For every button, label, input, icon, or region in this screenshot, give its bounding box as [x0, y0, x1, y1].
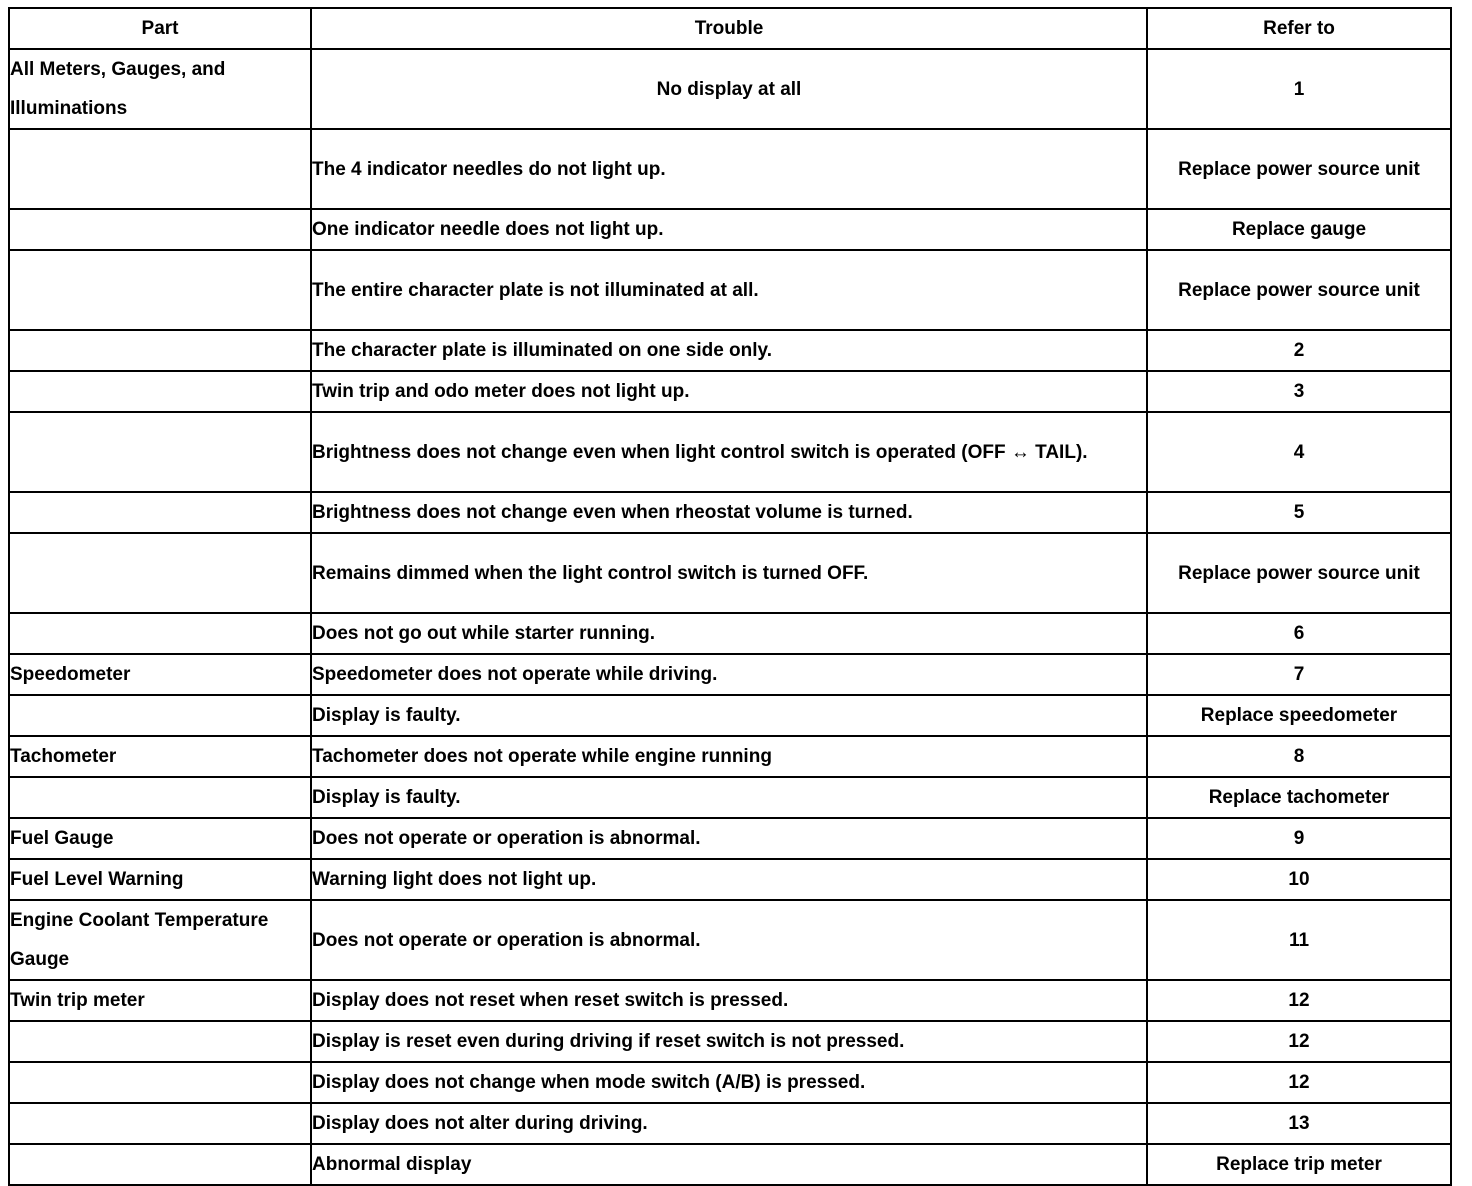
table-row [9, 980, 1451, 1021]
part-cell [9, 533, 311, 613]
refer-cell: 5 [1147, 492, 1451, 533]
trouble-cell: One indicator needle does not light up. [311, 209, 1147, 250]
refer-cell: 7 [1147, 654, 1451, 695]
trouble-cell: Does not go out while starter running. [311, 613, 1147, 654]
table-row [9, 1144, 1451, 1185]
table-row [9, 209, 1451, 250]
table-row [9, 129, 1451, 209]
refer-cell: 12 [1147, 980, 1451, 1021]
table-row [9, 250, 1451, 330]
part-cell: Fuel Level Warning [9, 859, 311, 900]
part-cell: Speedometer [9, 654, 311, 695]
trouble-cell: The character plate is illuminated on one side only. [311, 330, 1147, 371]
refer-cell: Replace tachometer [1147, 777, 1451, 818]
table-row [9, 1021, 1451, 1062]
table-row [9, 1103, 1451, 1144]
trouble-cell: Display is faulty. [311, 695, 1147, 736]
table-row [9, 533, 1451, 613]
part-cell: All Meters, Gauges, and Illuminations [9, 49, 311, 129]
trouble-cell: Display does not alter during driving. [311, 1103, 1147, 1144]
table-row [9, 412, 1451, 492]
refer-cell: 6 [1147, 613, 1451, 654]
refer-cell: 3 [1147, 371, 1451, 412]
table-row [9, 1062, 1451, 1103]
table-row [9, 695, 1451, 736]
refer-cell: 11 [1147, 900, 1451, 980]
table-row [9, 777, 1451, 818]
refer-cell: Replace power source unit [1147, 129, 1451, 209]
trouble-cell: Display is faulty. [311, 777, 1147, 818]
table-row [9, 654, 1451, 695]
refer-cell: 12 [1147, 1062, 1451, 1103]
refer-cell: 8 [1147, 736, 1451, 777]
refer-cell: 10 [1147, 859, 1451, 900]
trouble-cell: Display does not reset when reset switch is pressed. [311, 980, 1147, 1021]
table-header-row [9, 8, 1451, 49]
trouble-cell: Twin trip and odo meter does not light up. [311, 371, 1147, 412]
part-cell [9, 371, 311, 412]
trouble-cell: Warning light does not light up. [311, 859, 1147, 900]
refer-cell: Replace trip meter [1147, 1144, 1451, 1185]
trouble-cell: Does not operate or operation is abnormal. [311, 900, 1147, 980]
part-cell: Fuel Gauge [9, 818, 311, 859]
refer-cell: 4 [1147, 412, 1451, 492]
trouble-cell: Speedometer does not operate while driving. [311, 654, 1147, 695]
table-row [9, 859, 1451, 900]
refer-cell: 1 [1147, 49, 1451, 129]
trouble-cell: Display is reset even during driving if reset switch is not pressed. [311, 1021, 1147, 1062]
part-cell [9, 1144, 311, 1185]
refer-cell: Replace power source unit [1147, 250, 1451, 330]
table-row [9, 371, 1451, 412]
part-cell [9, 250, 311, 330]
refer-cell: 13 [1147, 1103, 1451, 1144]
part-cell [9, 129, 311, 209]
table-row [9, 900, 1451, 980]
refer-cell: 2 [1147, 330, 1451, 371]
trouble-cell: Brightness does not change even when rheostat volume is turned. [311, 492, 1147, 533]
part-cell: Tachometer [9, 736, 311, 777]
trouble-cell: The 4 indicator needles do not light up. [311, 129, 1147, 209]
refer-cell: 12 [1147, 1021, 1451, 1062]
refer-cell: Replace speedometer [1147, 695, 1451, 736]
table-row [9, 818, 1451, 859]
trouble-cell: The entire character plate is not illuminated at all. [311, 250, 1147, 330]
part-cell: Engine Coolant Temperature Gauge [9, 900, 311, 980]
trouble-cell: Brightness does not change even when light control switch is operated (OFF ↔ TAIL). [311, 412, 1147, 492]
part-cell [9, 695, 311, 736]
part-cell [9, 412, 311, 492]
part-cell [9, 613, 311, 654]
part-cell [9, 1103, 311, 1144]
part-cell [9, 330, 311, 371]
part-cell [9, 1021, 311, 1062]
trouble-cell: Remains dimmed when the light control switch is turned OFF. [311, 533, 1147, 613]
trouble-cell: Abnormal display [311, 1144, 1147, 1185]
table-row [9, 613, 1451, 654]
part-cell [9, 1062, 311, 1103]
part-cell [9, 492, 311, 533]
troubleshooting-table [8, 7, 1452, 1186]
trouble-cell: No display at all [311, 49, 1147, 129]
table-row [9, 492, 1451, 533]
trouble-cell: Display does not change when mode switch (A/B) is pressed. [311, 1062, 1147, 1103]
part-cell [9, 209, 311, 250]
header-part: Part [9, 8, 311, 49]
part-cell [9, 777, 311, 818]
part-cell: Twin trip meter [9, 980, 311, 1021]
header-refer-to: Refer to [1147, 8, 1451, 49]
table-row [9, 736, 1451, 777]
refer-cell: Replace power source unit [1147, 533, 1451, 613]
table-row [9, 330, 1451, 371]
refer-cell: Replace gauge [1147, 209, 1451, 250]
table-row [9, 49, 1451, 129]
trouble-cell: Does not operate or operation is abnormal. [311, 818, 1147, 859]
refer-cell: 9 [1147, 818, 1451, 859]
trouble-cell: Tachometer does not operate while engine running [311, 736, 1147, 777]
header-trouble: Trouble [311, 8, 1147, 49]
